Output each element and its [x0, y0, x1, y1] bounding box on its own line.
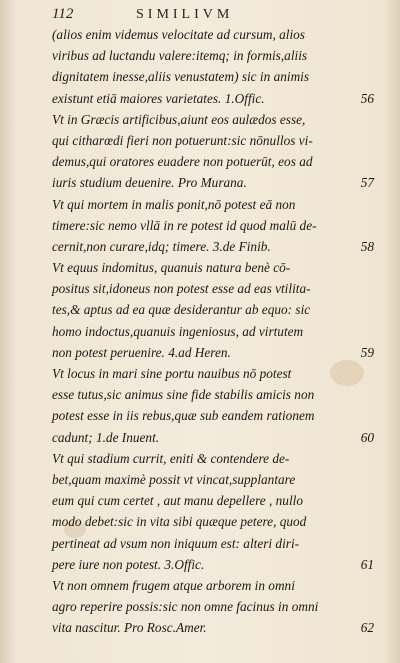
body-text: [52, 24, 374, 638]
line-text: pere iure non potest. 3.Offic.: [52, 556, 205, 572]
text-line: [52, 427, 374, 448]
entry-number: 60: [360, 429, 374, 445]
text-line: [52, 384, 374, 405]
line-text: Vt equus indomitus, quanuis natura benè cō-: [52, 260, 291, 276]
line-text: Vt in Græcis artificibus,aiunt eos aulædos esse,: [52, 111, 306, 127]
text-line: [52, 554, 374, 575]
line-text: positus sit,idoneus non potest esse ad eas vtilita-: [52, 281, 311, 297]
text-line: [52, 151, 374, 172]
text-line: [52, 66, 374, 87]
line-text: Vt qui mortem in malis ponit,nō potest eā non: [52, 196, 296, 212]
text-line: [52, 405, 374, 426]
line-text: iuris studium deuenire. Pro Murana.: [52, 175, 247, 191]
text-line: [52, 194, 374, 215]
line-text: cadunt; 1.de Inuent.: [52, 429, 160, 445]
line-text: homo indoctus,quanuis ingeniosus, ad virtutem: [52, 323, 304, 339]
text-line: [52, 278, 374, 299]
line-text: modo debet:sic in vita sibi quæque petere, quod: [52, 514, 307, 530]
line-text: cernit,non curare,idq; timere. 3.de Finib.: [52, 238, 271, 254]
line-text: Vt non omnem frugem atque arborem in omni: [52, 577, 295, 593]
text-line: [52, 130, 374, 151]
text-line: [52, 172, 374, 193]
page-header: [52, 6, 372, 26]
page-number: 112: [52, 6, 74, 22]
line-text: esse tutus,sic animus sine fide stabilis amicis non: [52, 387, 315, 403]
line-text: vita nascitur. Pro Rosc.Amer.: [52, 620, 207, 636]
entry-number: 61: [360, 556, 374, 572]
line-text: Vt locus in mari sine portu nauibus nō potest: [52, 366, 292, 381]
line-text: bet,quam maximè possit vt vincat,supplantare: [52, 471, 296, 487]
text-line: [52, 469, 374, 490]
text-line: [52, 215, 374, 236]
text-line: [52, 596, 374, 617]
line-text: existunt etiā maiores varietates. 1.Offic.: [52, 90, 265, 106]
line-text: potest esse in iis rebus,quæ sub eandem rationem: [52, 408, 315, 424]
line-text: agro reperire possis:sic non omne facinus in omni: [52, 599, 319, 615]
entry-number: 59: [360, 344, 374, 360]
text-line: [52, 363, 374, 384]
text-line: [52, 321, 374, 342]
line-text: qui citharœdi fieri non potuerunt:sic nōnullos vi-: [52, 132, 313, 148]
text-line: [52, 109, 374, 130]
line-text: viribus ad luctandu valere:itemq; in formis,aliis: [52, 48, 308, 64]
line-text: non potest peruenire. 4.ad Heren.: [52, 344, 231, 360]
line-text: Vt qui stadium currit, eniti & contendere de-: [52, 450, 290, 466]
text-line: [52, 617, 374, 638]
line-text: tes,& aptus ad ea quæ desiderantur ab equo: sic: [52, 302, 311, 318]
entry-number: 57: [360, 175, 374, 191]
text-line: [52, 342, 374, 363]
text-line: [52, 511, 374, 532]
text-line: [52, 45, 374, 66]
text-line: [52, 236, 374, 257]
text-line: [52, 575, 374, 596]
text-line: [52, 490, 374, 511]
line-text: timere:sic nemo vllā in re potest id quod malū de-: [52, 217, 317, 233]
text-line: [52, 448, 374, 469]
line-text: dignitatem inesse,aliis venustatem) sic in animis: [52, 69, 310, 85]
text-line: [52, 533, 374, 554]
line-text: eum qui cum certet , aut manu depellere , nullo: [52, 493, 303, 509]
running-title: SIMILIVM: [136, 7, 234, 22]
entry-number: 56: [360, 90, 374, 106]
text-line: [52, 88, 374, 109]
entry-number: 62: [360, 620, 374, 636]
line-text: demus,qui oratores euadere non potuerūt, eos ad: [52, 154, 313, 170]
text-line: [52, 257, 374, 278]
line-text: (alios enim videmus velocitate ad cursum, alios: [52, 27, 305, 42]
text-line: [52, 299, 374, 320]
line-text: pertineat ad vsum non iniquum est: alteri diri-: [52, 535, 300, 551]
text-line: [52, 24, 374, 45]
entry-number: 58: [360, 238, 374, 254]
